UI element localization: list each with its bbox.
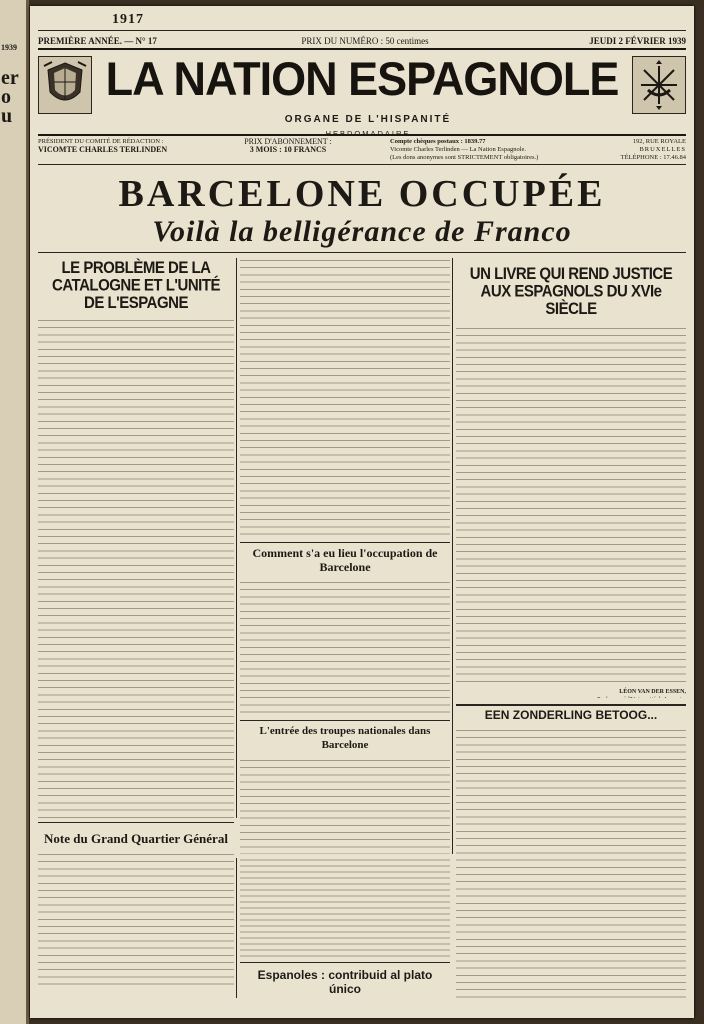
edition-label: PREMIÈRE ANNÉE. — N° 17 — [38, 36, 157, 46]
strip-line: er — [1, 67, 19, 89]
headline-rule — [38, 252, 686, 253]
coat-of-arms-icon — [38, 56, 92, 114]
postal-account-line: (Les dons anonymes sont STRICTEMENT obligatoires.) — [390, 154, 539, 161]
secondary-headline: Voilà la belligérance de Franco — [152, 215, 572, 248]
footer-slogan: Espanoles : contribuid al plato único — [257, 968, 433, 996]
entree-article-title: L'entrée des troupes nationales dans Barcelone — [259, 725, 431, 751]
zonderling-article-title: EEN ZONDERLING BETOOG... — [484, 708, 658, 722]
occupation-article-title: Comment s'a eu lieu l'occupation de Barcelone — [252, 546, 438, 574]
signature-line: LÉON VAN DER ESSEN, — [619, 689, 686, 695]
livre-signature — [456, 688, 686, 698]
livre-article-title: UN LIVRE QUI REND JUSTICE AUX ESPAGNOLS DU XVIe SIÈCLE — [469, 264, 673, 319]
newspaper-title: LA NATION ESPAGNOLE — [105, 51, 619, 106]
adjacent-page-strip — [0, 0, 29, 1024]
address-line: TÉLÉPHONE : 17.46.84 — [620, 154, 686, 161]
top-rule — [38, 30, 686, 31]
strip-line: 1939 — [1, 43, 17, 52]
subscription-value: 3 MOIS : 10 FRANCS — [249, 145, 327, 154]
postal-account-info — [390, 138, 580, 162]
article-body-texture — [240, 758, 450, 854]
quartier-article-title: Note du Grand Quartier Général — [44, 831, 228, 846]
livre-article — [456, 258, 686, 698]
entree-article — [240, 724, 450, 854]
quartier-article — [38, 826, 234, 996]
article-body-texture — [456, 728, 686, 998]
editorial-committee — [38, 138, 198, 154]
occupation-article — [240, 546, 450, 716]
section-rule — [240, 720, 450, 721]
section-rule — [456, 704, 686, 706]
masthead-bottom-rule — [38, 134, 686, 136]
postal-account-line: Vicomte Charles Terlinden — La Nation Espagnole. — [390, 146, 527, 153]
section-rule — [38, 822, 234, 823]
masthead — [38, 50, 686, 138]
address-info — [596, 138, 686, 162]
catalogne-article — [38, 258, 234, 818]
zonderling-article — [456, 708, 686, 998]
address-line: BRUXELLES — [639, 146, 686, 153]
yoke-and-arrows-icon — [632, 56, 686, 114]
committee-name: VICOMTE CHARLES TERLINDEN — [38, 145, 168, 154]
main-headline: BARCELONE OCCUPÉE — [118, 173, 606, 215]
info-rule — [38, 164, 686, 165]
address-line: 192, RUE ROYALE — [632, 138, 686, 145]
issue-date: JEUDI 2 FÉVRIER 1939 — [589, 36, 686, 46]
strip-line: o — [1, 86, 11, 108]
catalogne-article-title: LE PROBLÈME DE LA CATALOGNE ET L'UNITÉ DE L'ESPAGNE — [51, 258, 220, 313]
subscription-label: PRIX D'ABONNEMENT : — [244, 137, 332, 146]
price-label: PRIX DU NUMÉRO : 50 centimes — [301, 36, 429, 46]
column-divider — [452, 258, 453, 854]
column-divider — [236, 858, 237, 998]
article-body-texture — [240, 858, 450, 958]
publication-frequency: HEBDOMADAIRE — [325, 129, 411, 138]
newspaper-subtitle: ORGANE DE L'HISPANITÉ — [284, 114, 452, 125]
archive-number: 1917 — [112, 12, 144, 27]
section-rule — [240, 962, 450, 963]
column-divider — [236, 258, 237, 818]
village-list — [240, 858, 450, 958]
article-body-texture — [38, 318, 234, 818]
strip-line: u — [1, 105, 13, 127]
article-body-texture — [240, 580, 450, 716]
center-report-column — [240, 258, 450, 538]
article-body-texture — [456, 326, 686, 686]
article-body-texture — [240, 258, 450, 536]
committee-label: PRÉSIDENT DU COMITÉ DE RÉDACTION : — [38, 138, 164, 145]
subscription-info — [218, 138, 358, 154]
article-body-texture — [38, 852, 234, 988]
newspaper-page — [30, 6, 694, 1018]
postal-account-line: Compte chèques postaux : 1839.77 — [390, 138, 486, 145]
signature-line — [456, 696, 686, 698]
section-rule — [240, 542, 450, 543]
